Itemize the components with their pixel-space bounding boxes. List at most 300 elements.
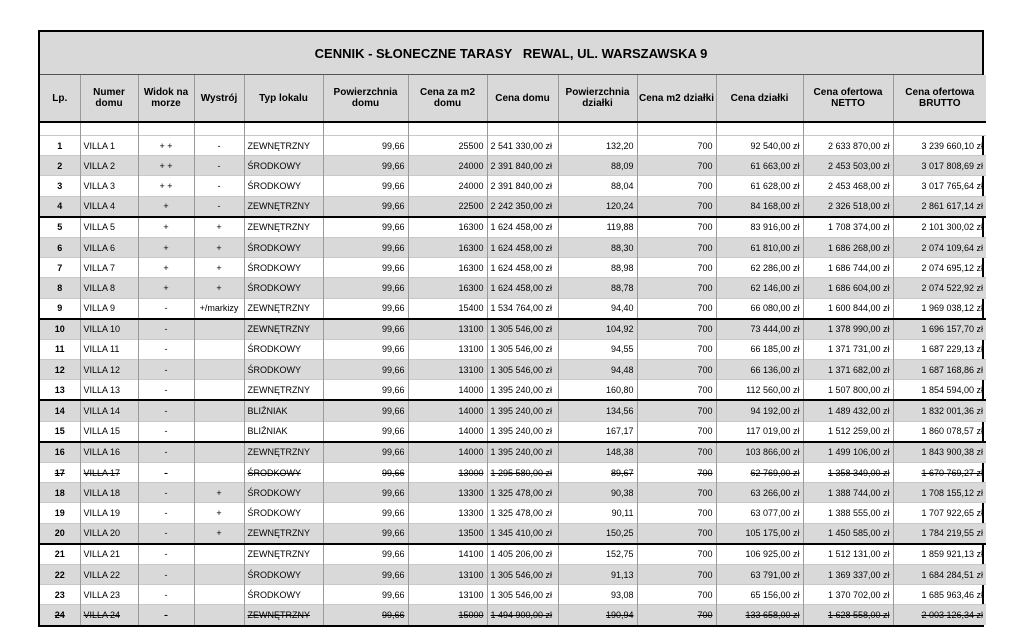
plot-price-cell: 103 866,00 zł [716,442,803,463]
offer-gross-cell: 3 239 660,10 zł [893,136,986,156]
sea-view-cell: - [138,523,194,544]
table-row [40,544,986,565]
price-list-title: CENNIK - SŁONECZNE TARASY REWAL, UL. WARSZAWSKA 9 [40,32,982,75]
house-area-cell: 99,66 [323,360,408,380]
sea-view-cell: + [138,258,194,278]
column-header-house-number: Numer domu [80,75,138,122]
sea-view-cell: - [138,503,194,523]
column-header-lp: Lp. [40,75,80,122]
price-per-m2-cell: 24000 [408,156,487,176]
table-row [40,237,986,257]
header-spacer-row [40,122,986,136]
price-per-m2-cell: 13500 [408,523,487,544]
plot-price-per-m2-cell: 700 [637,156,716,176]
table-row [40,523,986,544]
offer-gross-cell: 2 101 300,02 zł [893,217,986,238]
finish-cell: - [194,196,244,217]
unit-type-cell: ŚRODKOWY [244,278,323,298]
finish-cell [194,339,244,359]
house-price-cell: 1 305 546,00 zł [487,319,558,340]
unit-type-cell: ZEWNĘTRZNY [244,298,323,319]
house-area-cell: 99,66 [323,298,408,319]
plot-price-per-m2-cell: 700 [637,605,716,625]
row-number-cell: 17 [40,463,80,483]
plot-price-cell: 92 540,00 zł [716,136,803,156]
house-price-cell: 1 624 458,00 zł [487,278,558,298]
house-price-cell: 1 494 900,00 zł [487,605,558,625]
house-price-cell: 1 395 240,00 zł [487,442,558,463]
house-area-cell: 99,66 [323,442,408,463]
plot-area-cell: 94,48 [558,360,637,380]
sea-view-cell: + [138,217,194,238]
finish-cell [194,319,244,340]
house-area-cell: 99,66 [323,503,408,523]
house-area-cell: 99,66 [323,217,408,238]
plot-price-per-m2-cell: 700 [637,564,716,584]
sea-view-cell: + + [138,156,194,176]
unit-type-cell: ŚRODKOWY [244,483,323,503]
sea-view-cell: + [138,196,194,217]
house-number-cell: VILLA 16 [80,442,138,463]
column-header-house-area: Powierzchnia domu [323,75,408,122]
table-row [40,156,986,176]
plot-price-per-m2-cell: 700 [637,196,716,217]
house-area-cell: 99,66 [323,605,408,625]
offer-net-cell: 1 378 990,00 zł [803,319,893,340]
plot-area-cell: 88,78 [558,278,637,298]
house-area-cell: 99,66 [323,400,408,421]
offer-gross-cell: 2 003 126,34 zł [893,605,986,625]
plot-area-cell: 88,30 [558,237,637,257]
offer-gross-cell: 2 074 109,64 zł [893,237,986,257]
price-per-m2-cell: 14000 [408,380,487,401]
finish-cell [194,421,244,442]
offer-net-cell: 2 633 870,00 zł [803,136,893,156]
plot-area-cell: 94,40 [558,298,637,319]
price-per-m2-cell: 16300 [408,258,487,278]
sea-view-cell: + [138,237,194,257]
unit-type-cell: ZEWNĘTRZNY [244,605,323,625]
plot-area-cell: 120,24 [558,196,637,217]
price-per-m2-cell: 13000 [408,463,487,483]
finish-cell [194,400,244,421]
column-header-finish: Wystrój [194,75,244,122]
sea-view-cell: - [138,483,194,503]
plot-area-cell: 88,09 [558,156,637,176]
offer-net-cell: 1 507 800,00 zł [803,380,893,401]
house-area-cell: 99,66 [323,564,408,584]
house-price-cell: 1 624 458,00 zł [487,217,558,238]
unit-type-cell: ZEWNĘTRZNY [244,136,323,156]
plot-price-cell: 83 916,00 zł [716,217,803,238]
house-number-cell: VILLA 20 [80,523,138,544]
finish-cell: + [194,278,244,298]
finish-cell [194,605,244,625]
unit-type-cell: ZEWNĘTRZNY [244,523,323,544]
plot-price-cell: 63 791,00 zł [716,564,803,584]
plot-price-cell: 106 925,00 zł [716,544,803,565]
house-number-cell: VILLA 3 [80,176,138,196]
unit-type-cell: ZEWNĘTRZNY [244,319,323,340]
price-per-m2-cell: 24000 [408,176,487,196]
row-number-cell: 10 [40,319,80,340]
unit-type-cell: BLIŹNIAK [244,421,323,442]
finish-cell: - [194,156,244,176]
column-header-offer-net: Cena ofertowa NETTO [803,75,893,122]
plot-price-cell: 61 628,00 zł [716,176,803,196]
house-number-cell: VILLA 23 [80,585,138,605]
table-row [40,421,986,442]
column-header-unit-type: Typ lokalu [244,75,323,122]
price-table [40,75,986,625]
finish-cell [194,544,244,565]
price-per-m2-cell: 22500 [408,196,487,217]
plot-price-cell: 66 136,00 zł [716,360,803,380]
table-row [40,380,986,401]
plot-area-cell: 88,98 [558,258,637,278]
plot-price-per-m2-cell: 700 [637,319,716,340]
house-price-cell: 1 305 546,00 zł [487,585,558,605]
house-price-cell: 1 405 206,00 zł [487,544,558,565]
house-number-cell: VILLA 14 [80,400,138,421]
plot-price-per-m2-cell: 700 [637,544,716,565]
row-number-cell: 6 [40,237,80,257]
house-area-cell: 99,66 [323,544,408,565]
table-row [40,564,986,584]
offer-gross-cell: 1 684 284,51 zł [893,564,986,584]
unit-type-cell: ZEWNĘTRZNY [244,196,323,217]
offer-net-cell: 1 499 106,00 zł [803,442,893,463]
row-number-cell: 18 [40,483,80,503]
unit-type-cell: ZEWNĘTRZNY [244,380,323,401]
price-per-m2-cell: 13100 [408,360,487,380]
plot-price-per-m2-cell: 700 [637,298,716,319]
offer-gross-cell: 1 696 157,70 zł [893,319,986,340]
plot-area-cell: 190,94 [558,605,637,625]
plot-price-cell: 61 810,00 zł [716,237,803,257]
offer-gross-cell: 1 832 001,36 zł [893,400,986,421]
unit-type-cell: ŚRODKOWY [244,237,323,257]
offer-gross-cell: 1 687 229,13 zł [893,339,986,359]
plot-price-per-m2-cell: 700 [637,278,716,298]
price-per-m2-cell: 13300 [408,483,487,503]
house-number-cell: VILLA 17 [80,463,138,483]
plot-area-cell: 167,17 [558,421,637,442]
offer-net-cell: 1 628 558,00 zł [803,605,893,625]
plot-area-cell: 160,80 [558,380,637,401]
sea-view-cell: - [138,298,194,319]
plot-price-per-m2-cell: 700 [637,483,716,503]
price-per-m2-cell: 13300 [408,503,487,523]
finish-cell: + [194,258,244,278]
house-price-cell: 1 325 478,00 zł [487,483,558,503]
plot-area-cell: 94,55 [558,339,637,359]
sea-view-cell: - [138,421,194,442]
house-price-cell: 2 242 350,00 zł [487,196,558,217]
unit-type-cell: ŚRODKOWY [244,176,323,196]
house-price-cell: 2 391 840,00 zł [487,156,558,176]
unit-type-cell: ZEWNĘTRZNY [244,217,323,238]
house-price-cell: 2 391 840,00 zł [487,176,558,196]
price-per-m2-cell: 14000 [408,442,487,463]
house-number-cell: VILLA 9 [80,298,138,319]
column-header-plot-area: Powierzchnia działki [558,75,637,122]
table-row [40,463,986,483]
house-number-cell: VILLA 21 [80,544,138,565]
row-number-cell: 15 [40,421,80,442]
house-area-cell: 99,66 [323,585,408,605]
plot-price-per-m2-cell: 700 [637,360,716,380]
plot-area-cell: 90,11 [558,503,637,523]
house-number-cell: VILLA 6 [80,237,138,257]
plot-price-cell: 63 077,00 zł [716,503,803,523]
house-number-cell: VILLA 1 [80,136,138,156]
offer-net-cell: 2 453 503,00 zł [803,156,893,176]
table-row [40,400,986,421]
plot-price-cell: 66 185,00 zł [716,339,803,359]
table-row [40,196,986,217]
unit-type-cell: ŚRODKOWY [244,156,323,176]
house-area-cell: 99,66 [323,176,408,196]
finish-cell: + [194,237,244,257]
table-row [40,339,986,359]
price-per-m2-cell: 15400 [408,298,487,319]
offer-gross-cell: 1 843 900,38 zł [893,442,986,463]
table-header-row [40,75,986,122]
unit-type-cell: ZEWNĘTRZNY [244,442,323,463]
offer-net-cell: 1 450 585,00 zł [803,523,893,544]
price-per-m2-cell: 14100 [408,544,487,565]
price-per-m2-cell: 15000 [408,605,487,625]
table-row [40,217,986,238]
offer-gross-cell: 1 969 038,12 zł [893,298,986,319]
plot-area-cell: 148,38 [558,442,637,463]
house-number-cell: VILLA 19 [80,503,138,523]
table-row [40,136,986,156]
table-body [40,122,986,625]
plot-price-cell: 65 156,00 zł [716,585,803,605]
house-number-cell: VILLA 11 [80,339,138,359]
plot-price-per-m2-cell: 700 [637,523,716,544]
house-price-cell: 1 395 240,00 zł [487,400,558,421]
offer-gross-cell: 1 670 769,27 zł [893,463,986,483]
price-per-m2-cell: 16300 [408,278,487,298]
offer-net-cell: 1 686 744,00 zł [803,258,893,278]
table-row [40,503,986,523]
finish-cell: - [194,176,244,196]
plot-area-cell: 134,56 [558,400,637,421]
plot-price-cell: 112 560,00 zł [716,380,803,401]
house-number-cell: VILLA 4 [80,196,138,217]
offer-net-cell: 1 600 844,00 zł [803,298,893,319]
sea-view-cell: + + [138,176,194,196]
house-price-cell: 1 345 410,00 zł [487,523,558,544]
column-header-plot-price: Cena działki [716,75,803,122]
price-per-m2-cell: 16300 [408,217,487,238]
house-area-cell: 99,66 [323,196,408,217]
plot-price-cell: 117 019,00 zł [716,421,803,442]
table-row [40,298,986,319]
plot-price-cell: 62 286,00 zł [716,258,803,278]
offer-gross-cell: 1 707 922,65 zł [893,503,986,523]
plot-area-cell: 152,75 [558,544,637,565]
sea-view-cell: + [138,278,194,298]
row-number-cell: 20 [40,523,80,544]
price-per-m2-cell: 13100 [408,564,487,584]
finish-cell: + [194,483,244,503]
house-price-cell: 1 534 764,00 zł [487,298,558,319]
plot-price-cell: 84 168,00 zł [716,196,803,217]
sea-view-cell: - [138,544,194,565]
house-number-cell: VILLA 15 [80,421,138,442]
sea-view-cell: - [138,400,194,421]
price-per-m2-cell: 14000 [408,400,487,421]
house-price-cell: 1 325 478,00 zł [487,503,558,523]
table-row [40,605,986,625]
price-per-m2-cell: 13100 [408,585,487,605]
offer-net-cell: 1 388 744,00 zł [803,483,893,503]
finish-cell: + [194,503,244,523]
plot-price-per-m2-cell: 700 [637,380,716,401]
plot-price-per-m2-cell: 700 [637,442,716,463]
house-area-cell: 99,66 [323,136,408,156]
table-row [40,176,986,196]
plot-area-cell: 132,20 [558,136,637,156]
row-number-cell: 23 [40,585,80,605]
house-area-cell: 99,66 [323,523,408,544]
house-number-cell: VILLA 8 [80,278,138,298]
price-per-m2-cell: 25500 [408,136,487,156]
finish-cell: +/markizy [194,298,244,319]
house-price-cell: 1 624 458,00 zł [487,237,558,257]
row-number-cell: 11 [40,339,80,359]
sea-view-cell: - [138,605,194,625]
offer-gross-cell: 2 861 617,14 zł [893,196,986,217]
plot-price-cell: 61 663,00 zł [716,156,803,176]
offer-gross-cell: 1 860 078,57 zł [893,421,986,442]
offer-net-cell: 1 370 702,00 zł [803,585,893,605]
house-price-cell: 1 305 546,00 zł [487,360,558,380]
sea-view-cell: - [138,442,194,463]
offer-gross-cell: 1 859 921,13 zł [893,544,986,565]
plot-price-cell: 63 266,00 zł [716,483,803,503]
house-number-cell: VILLA 12 [80,360,138,380]
finish-cell: - [194,136,244,156]
offer-net-cell: 1 388 555,00 zł [803,503,893,523]
offer-gross-cell: 1 784 219,55 zł [893,523,986,544]
row-number-cell: 24 [40,605,80,625]
house-number-cell: VILLA 10 [80,319,138,340]
offer-gross-cell: 1 708 155,12 zł [893,483,986,503]
house-area-cell: 99,66 [323,483,408,503]
plot-price-per-m2-cell: 700 [637,339,716,359]
offer-net-cell: 2 326 518,00 zł [803,196,893,217]
plot-price-cell: 62 146,00 zł [716,278,803,298]
sea-view-cell: - [138,380,194,401]
finish-cell [194,585,244,605]
plot-area-cell: 88,04 [558,176,637,196]
offer-gross-cell: 1 687 168,86 zł [893,360,986,380]
sea-view-cell: + + [138,136,194,156]
plot-area-cell: 90,38 [558,483,637,503]
offer-gross-cell: 2 074 522,92 zł [893,278,986,298]
plot-area-cell: 93,08 [558,585,637,605]
house-area-cell: 99,66 [323,421,408,442]
house-price-cell: 1 395 240,00 zł [487,421,558,442]
row-number-cell: 14 [40,400,80,421]
house-area-cell: 99,66 [323,258,408,278]
offer-gross-cell: 3 017 808,69 zł [893,156,986,176]
house-area-cell: 99,66 [323,156,408,176]
row-number-cell: 13 [40,380,80,401]
unit-type-cell: ŚRODKOWY [244,339,323,359]
offer-net-cell: 1 686 268,00 zł [803,237,893,257]
plot-price-per-m2-cell: 700 [637,237,716,257]
table-row [40,258,986,278]
offer-net-cell: 1 371 731,00 zł [803,339,893,359]
plot-area-cell: 91,13 [558,564,637,584]
unit-type-cell: ZEWNĘTRZNY [244,544,323,565]
price-per-m2-cell: 13100 [408,319,487,340]
house-number-cell: VILLA 18 [80,483,138,503]
unit-type-cell: ŚRODKOWY [244,360,323,380]
house-area-cell: 99,66 [323,278,408,298]
unit-type-cell: BLIŹNIAK [244,400,323,421]
house-price-cell: 1 305 546,00 zł [487,339,558,359]
plot-area-cell: 119,88 [558,217,637,238]
finish-cell [194,380,244,401]
plot-area-cell: 89,67 [558,463,637,483]
finish-cell: + [194,523,244,544]
plot-price-cell: 105 175,00 zł [716,523,803,544]
plot-price-cell: 66 080,00 zł [716,298,803,319]
house-price-cell: 1 624 458,00 zł [487,258,558,278]
house-number-cell: VILLA 5 [80,217,138,238]
price-list-sheet [38,30,984,627]
sea-view-cell: - [138,319,194,340]
offer-net-cell: 1 358 349,00 zł [803,463,893,483]
finish-cell [194,564,244,584]
plot-price-per-m2-cell: 700 [637,400,716,421]
price-per-m2-cell: 13100 [408,339,487,359]
row-number-cell: 4 [40,196,80,217]
house-area-cell: 99,66 [323,380,408,401]
plot-price-cell: 94 192,00 zł [716,400,803,421]
offer-net-cell: 1 512 131,00 zł [803,544,893,565]
sea-view-cell: - [138,585,194,605]
sea-view-cell: - [138,360,194,380]
plot-price-per-m2-cell: 700 [637,136,716,156]
house-area-cell: 99,66 [323,319,408,340]
row-number-cell: 22 [40,564,80,584]
table-row [40,585,986,605]
house-area-cell: 99,66 [323,237,408,257]
plot-price-cell: 62 769,00 zł [716,463,803,483]
house-area-cell: 99,66 [323,339,408,359]
house-price-cell: 1 395 240,00 zł [487,380,558,401]
finish-cell [194,360,244,380]
unit-type-cell: ŚRODKOWY [244,585,323,605]
row-number-cell: 5 [40,217,80,238]
sea-view-cell: - [138,339,194,359]
offer-net-cell: 1 686 604,00 zł [803,278,893,298]
unit-type-cell: ŚRODKOWY [244,503,323,523]
table-row [40,442,986,463]
row-number-cell: 16 [40,442,80,463]
plot-price-per-m2-cell: 700 [637,503,716,523]
plot-price-cell: 133 658,00 zł [716,605,803,625]
column-header-sea-view: Widok na morze [138,75,194,122]
